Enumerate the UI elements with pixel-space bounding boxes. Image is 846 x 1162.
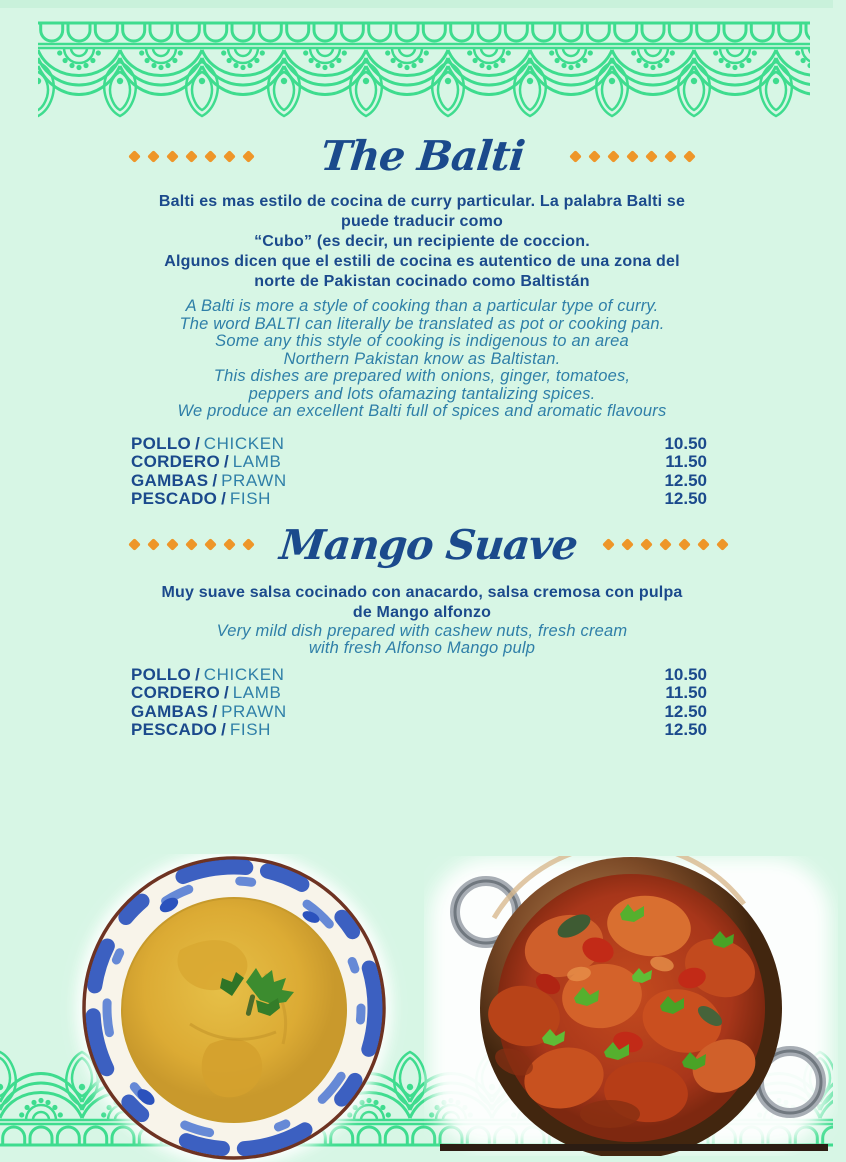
diamond-icon [645,150,658,163]
item-name-english: LAMB [232,452,282,471]
diamond-icon [147,538,160,551]
item-price: 11.50 [665,683,707,702]
item-price: 12.50 [664,701,707,721]
text-line: with fresh Alfonso Mango pulp [308,639,536,657]
menu-item-row [131,703,713,722]
menu-item-row [131,490,713,509]
diamond-icon [185,150,198,163]
diamond-icon [242,150,255,163]
mango-description-spanish [131,583,713,623]
menu-item-row [131,666,713,685]
item-name-spanish: GAMBAS [131,701,209,721]
item-separator: / [221,720,226,739]
diamond-icon [683,150,696,163]
item-name-english: PRAWN [221,470,287,490]
diamond-icon [166,538,179,551]
diamond-divider-left [125,540,258,549]
text-line: We produce an excellent Balti full of spices and aromatic flavours [177,402,667,420]
menu-item-row [131,721,713,740]
item-name-spanish: CORDERO [131,683,220,702]
diamond-icon [569,150,582,163]
diamond-icon [223,150,236,163]
item-price: 12.50 [664,720,707,739]
item-separator: / [224,683,229,702]
balti-karahi-photo [424,856,838,1156]
diamond-icon [659,538,672,551]
balti-price-list [131,435,713,509]
diamond-icon [242,538,255,551]
item-name-spanish: POLLO [131,433,192,453]
item-price: 12.50 [664,470,707,490]
diamond-icon [223,538,236,551]
menu-item-row [131,435,713,454]
item-name-english: LAMB [232,683,282,702]
text-line: Northern Pakistan know as Baltistan. [283,349,561,368]
section-balti-heading-row [131,126,713,186]
item-separator: / [221,489,226,508]
diamond-icon [128,538,141,551]
item-name-spanish: PESCADO [131,489,218,508]
text-line: The word BALTI can literally be translated as pot or cooking pan. [179,314,665,333]
item-separator: / [195,664,200,684]
balti-description-spanish [131,192,713,292]
item-separator: / [212,701,218,721]
text-line: norte de Pakistan cocinado como Baltistán [254,273,590,290]
diamond-icon [185,538,198,551]
diamond-icon [602,538,615,551]
item-name-english: FISH [229,489,272,508]
diamond-icon [664,150,677,163]
item-separator: / [224,452,229,471]
item-name-english: FISH [229,720,272,739]
diamond-icon [621,538,634,551]
diamond-icon [588,150,601,163]
item-name-spanish: PESCADO [131,720,218,739]
diamond-icon [678,538,691,551]
text-line: This dishes are prepared with onions, ginger, tomatoes, [213,367,631,385]
item-separator: / [195,433,200,453]
item-price: 10.50 [664,433,707,453]
diamond-icon [697,538,710,551]
item-name-spanish: POLLO [131,664,192,684]
text-line: Muy suave salsa cocinado con anacardo, salsa cremosa con pulpa [161,583,683,601]
section-title-mango-suave: Mango Suave [277,520,580,569]
menu-item-row [131,472,713,491]
section-title-balti: The Balti [317,132,527,180]
diamond-icon [166,150,179,163]
item-name-english: PRAWN [221,701,287,721]
diamond-divider-right [599,540,732,549]
item-price: 10.50 [664,664,707,684]
page-top-edge [0,0,833,8]
section-mango-heading-row [131,515,713,575]
text-line: Algunos dicen que el estili de cocina es autentico de una zona del [164,253,680,270]
diamond-icon [626,150,639,163]
item-name-spanish: GAMBAS [131,470,209,490]
menu-item-row [131,453,713,472]
diamond-divider-left [125,152,258,161]
text-line: Very mild dish prepared with cashew nuts, fresh cream [216,621,628,640]
mango-price-list [131,666,713,740]
mango-curry-plate-photo [60,854,408,1162]
diamond-icon [204,538,217,551]
item-name-spanish: CORDERO [131,452,220,471]
text-line: puede traducir como [340,213,504,230]
ornamental-border-top [38,20,810,118]
text-line: “Cubo” (es decir, un recipiente de coccion. [254,233,590,250]
item-price: 11.50 [665,452,707,471]
item-separator: / [212,470,218,490]
balti-description-english [131,298,713,421]
text-line: A Balti is more a style of cooking than a particular type of curry. [185,297,659,315]
text-line: Some any this style of cooking is indigenous to an area [215,332,629,350]
diamond-icon [716,538,729,551]
text-line: peppers and lots ofamazing tantalizing spices. [248,384,596,403]
diamond-icon [204,150,217,163]
diamond-icon [128,150,141,163]
diamond-icon [640,538,653,551]
diamond-icon [607,150,620,163]
menu-item-row [131,684,713,703]
item-price: 12.50 [664,489,707,508]
text-line: de Mango alfonzo [352,603,492,621]
mango-description-english [131,623,713,658]
text-line: Balti es mas estilo de cocina de curry particular. La palabra Balti se [158,193,686,210]
diamond-icon [147,150,160,163]
item-name-english: CHICKEN [203,433,285,453]
diamond-divider-right [566,152,699,161]
menu-content [131,126,713,740]
item-name-english: CHICKEN [203,664,285,684]
